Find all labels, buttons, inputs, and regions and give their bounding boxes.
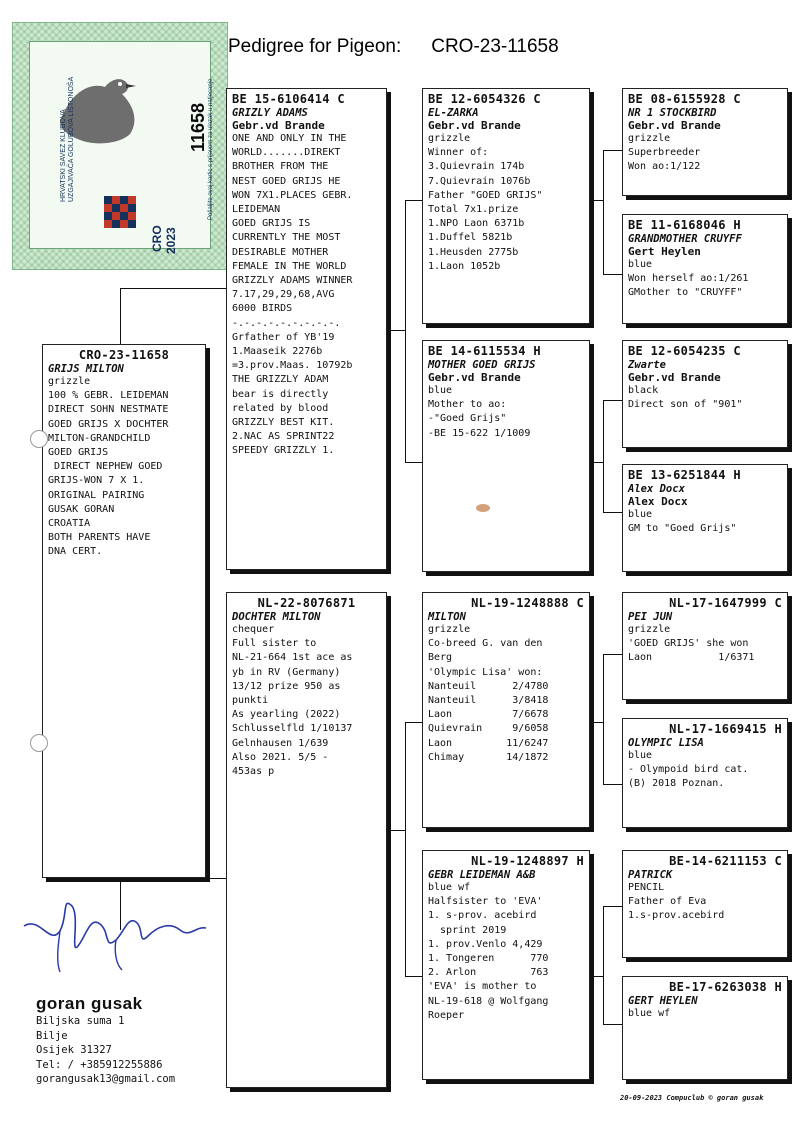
detail-line: chequer [232, 624, 275, 635]
detail-line: blue [628, 750, 653, 761]
detail-line: grizzle [428, 624, 471, 635]
fm-card [422, 340, 590, 572]
connector [120, 288, 228, 289]
detail-line: Quievrain 9/6058 [428, 723, 549, 735]
mm-name: GEBR LEIDEMAN A&B [428, 869, 536, 881]
mmm-ring: BE-17-6263038 H [669, 980, 782, 994]
owner-city: Bilje [36, 1029, 68, 1042]
ffm-name: GRANDMOTHER CRUYFF [628, 233, 742, 245]
stamp-country: CRO [150, 225, 164, 252]
connector [603, 512, 622, 513]
subject-ring: CRO-23-11658 [78, 348, 170, 362]
detail-line: FEMALE IN THE WORLD [232, 260, 347, 272]
detail-line: punkti [232, 695, 269, 707]
detail-line: THE GRIZZLY ADAM [232, 374, 329, 386]
punch-hole [30, 734, 48, 752]
detail-line: NL-21-664 1st ace as [232, 652, 353, 664]
detail-line: Halfsister to 'EVA' [428, 896, 543, 908]
punch-hole [30, 430, 48, 448]
detail-line: 1.Heusden 2775b [428, 246, 519, 258]
detail-line: 1.s-prov.acebird [628, 910, 725, 922]
mfm-name: OLYMPIC LISA [628, 737, 704, 749]
detail-line: 7.Quievrain 1076b [428, 175, 531, 187]
father-details [232, 132, 381, 459]
detail-line: WON 7X1.PLACES GEBR. [232, 189, 353, 201]
detail-line: blue [628, 259, 653, 270]
connector [120, 288, 121, 344]
detail-line: Mother to ao: [428, 399, 507, 411]
detail-line: 'GOED GRIJS' she won [628, 638, 749, 650]
connector [603, 906, 604, 1024]
detail-line: 453as p [232, 766, 275, 778]
connector [603, 654, 604, 784]
connector [603, 150, 604, 274]
mmf-card [622, 850, 788, 958]
mfm-card [622, 718, 788, 828]
detail-line: grizzle [628, 133, 671, 144]
detail-line: 1.Duffel 5821b [428, 232, 513, 244]
ffm-breeder: Gert Heylen [628, 245, 701, 258]
logo-icon [100, 192, 144, 232]
owner-address: Biljska suma 1 [36, 1015, 125, 1027]
ff-ring: BE 12-6054326 C [428, 92, 541, 106]
detail-line: 13/12 prize 950 as [232, 680, 341, 692]
connector [405, 722, 406, 976]
connector [405, 462, 423, 463]
fm-details [428, 384, 584, 441]
mf-card [422, 592, 590, 828]
owner-postal: Osijek 31327 [36, 1044, 112, 1056]
detail-line: Laon 11/6247 [428, 737, 549, 749]
mmm-card [622, 976, 788, 1080]
connector [603, 400, 604, 512]
fff-breeder: Gebr.vd Brande [628, 119, 721, 132]
detail-line: GMother to "CRUYFF" [628, 287, 743, 299]
fmf-breeder: Gebr.vd Brande [628, 371, 721, 384]
detail-line: yb in RV (Germany) [232, 666, 341, 678]
fm-breeder: Gebr.vd Brande [428, 371, 521, 384]
detail-line: Father "GOED GRIJS" [428, 189, 543, 201]
detail-line: ONE AND ONLY IN THE [232, 133, 347, 144]
fmm-breeder: Alex Docx [628, 495, 688, 508]
detail-line: black [628, 385, 659, 396]
detail-line: Berg [428, 652, 453, 664]
father-card [226, 88, 387, 570]
ff-details [428, 132, 584, 274]
detail-line: 3.Quievrain 174b [428, 161, 525, 173]
detail-line: Won ao:1/122 [628, 161, 701, 173]
detail-line: Direct son of "901" [628, 399, 743, 411]
detail-line: 100 % GEBR. LEIDEMAN [48, 390, 169, 402]
detail-line: Schlusselfld 1/10137 [232, 723, 353, 735]
mf-ring: NL-19-1248888 C [471, 596, 584, 610]
connector [603, 400, 622, 401]
detail-line: Laon 7/6678 [428, 709, 549, 721]
fmf-card [622, 340, 788, 448]
detail-line: Winner of: [428, 147, 489, 159]
connector [603, 150, 622, 151]
detail-line: grizzle [428, 133, 471, 144]
fff-ring: BE 08-6155928 C [628, 92, 741, 106]
connector [603, 1024, 622, 1025]
mmf-ring: BE-14-6211153 C [669, 854, 782, 868]
detail-line: sprint 2019 [428, 924, 507, 936]
detail-line: blue [428, 385, 453, 396]
connector [120, 878, 228, 879]
signature [20, 886, 210, 976]
connector [387, 330, 405, 331]
father-name: GRIZLY ADAMS [232, 107, 308, 119]
stamp-year: 2023 [164, 227, 178, 254]
detail-line: GRIZZLY BEST KIT. [232, 417, 335, 429]
detail-line: DIRECT NEPHEW GOED [48, 461, 163, 473]
registration-stamp [12, 22, 228, 270]
detail-line: LEIDEMAN [232, 204, 281, 216]
fmm-card [622, 464, 788, 572]
detail-line: (B) 2018 Poznan. [628, 778, 725, 790]
detail-line: - Olympoid bird cat. [628, 764, 749, 776]
connector [590, 462, 603, 463]
fff-name: NR 1 STOCKBIRD [628, 107, 717, 119]
connector [603, 654, 622, 655]
ffm-card [622, 214, 788, 324]
detail-line: GOED GRIJS IS [232, 218, 311, 230]
fmm-ring: BE 13-6251844 H [628, 468, 741, 482]
connector [405, 200, 423, 201]
detail-line: Superbreeder [628, 147, 701, 159]
detail-line: Gelnhausen 1/639 [232, 737, 329, 749]
detail-line: ORIGINAL PAIRING [48, 489, 145, 501]
footnote: 20-09-2023 Compuclub © goran gusak [620, 1094, 764, 1102]
detail-line: -.-.-.-.-.-.-.-.-. [232, 317, 341, 329]
paper-stain [476, 504, 490, 512]
detail-line: GRIZZLY ADAMS WINNER [232, 275, 353, 287]
ff-breeder: Gebr.vd Brande [428, 119, 521, 132]
detail-line: DNA CERT. [48, 546, 103, 558]
subject-details [48, 375, 200, 560]
fmm-name: Alex Docx [628, 483, 685, 495]
fff-card [622, 88, 788, 196]
detail-line: GOED GRIJS X DOCHTER [48, 418, 169, 430]
detail-line: BROTHER FROM THE [232, 161, 329, 173]
detail-line: 1. s-prov. acebird [428, 910, 537, 922]
detail-line: -"Goed Grijs" [428, 413, 507, 425]
detail-line: related by blood [232, 402, 329, 414]
detail-line: MILTON-GRANDCHILD [48, 432, 151, 444]
detail-line: Nanteuil 3/8418 [428, 695, 549, 707]
detail-line: DIRECT SOHN NESTMATE [48, 404, 169, 416]
ffm-ring: BE 11-6168046 H [628, 218, 741, 232]
detail-line: BOTH PARENTS HAVE [48, 532, 151, 544]
detail-line: 1.Laon 1052b [428, 260, 501, 272]
page-title [228, 36, 559, 58]
detail-line: Roeper [428, 1009, 465, 1021]
mm-details [428, 881, 584, 1023]
detail-line: 1. prov.Venlo 4,429 [428, 938, 543, 950]
connector [405, 200, 406, 462]
owner-phone: Tel: / +385912255886 [36, 1058, 163, 1071]
mf-name: MILTON [428, 611, 466, 623]
connector [603, 784, 622, 785]
detail-line: CROATIA [48, 518, 91, 530]
mff-name: PEI JUN [628, 611, 673, 623]
detail-line: GOED GRIJS [48, 447, 109, 459]
mother-name: DOCHTER MILTON [232, 611, 321, 623]
mf-details [428, 623, 584, 765]
detail-line: blue [628, 509, 653, 520]
connector [405, 976, 423, 977]
detail-line: Also 2021. 5/5 - [232, 751, 329, 763]
detail-line: Laon 1/6371 [628, 652, 755, 664]
detail-line: 2. Arlon 763 [428, 967, 549, 979]
detail-line: Total 7x1.prize [428, 204, 519, 216]
detail-line: NEST GOED GRIJS HE [232, 175, 341, 187]
fmf-ring: BE 12-6054235 C [628, 344, 741, 358]
detail-line: DESIRABLE MOTHER [232, 246, 329, 258]
connector [603, 274, 622, 275]
mff-card [622, 592, 788, 700]
mff-ring: NL-17-1647999 C [669, 596, 782, 610]
owner-block [36, 994, 175, 1087]
mm-ring: NL-19-1248897 H [471, 854, 584, 868]
title-label: Pedigree for Pigeon: [228, 36, 402, 57]
detail-line: 1.NPO Laon 6371b [428, 218, 525, 230]
detail-line: GRIJS-WON 7 X 1. [48, 475, 145, 487]
connector [405, 722, 423, 723]
detail-line: 'EVA' is mother to [428, 981, 537, 993]
father-ring: BE 15-6106414 C [232, 92, 345, 106]
detail-line: grizzle [48, 376, 91, 387]
connector [387, 830, 405, 831]
fm-ring: BE 14-6115534 H [428, 344, 541, 358]
detail-line: GUSAK GORAN [48, 503, 115, 515]
fmf-name: Zwarte [628, 359, 666, 371]
detail-line: NL-19-618 @ Wolfgang [428, 995, 549, 1007]
detail-line: GM to "Goed Grijs" [628, 523, 737, 535]
stamp-note: Pošaljite ovaj kartic s prijavom za ulazak u natjecanje [208, 78, 214, 220]
connector [590, 200, 603, 201]
owner-name: goran gusak [36, 994, 143, 1013]
detail-line: 'Olympic Lisa' won: [428, 666, 543, 678]
detail-line: 6000 BIRDS [232, 303, 293, 315]
connector [590, 976, 603, 977]
detail-line: Co-breed G. van den [428, 638, 543, 650]
mfm-ring: NL-17-1669415 H [669, 722, 782, 736]
detail-line: As yearling (2022) [232, 709, 341, 721]
mother-details [232, 623, 381, 779]
mmm-name: GERT HEYLEN [628, 995, 698, 1007]
detail-line: SPEEDY GRIZZLY 1. [232, 445, 335, 457]
subject-name: GRIJS MILTON [48, 363, 124, 375]
detail-line: Won herself ao:1/261 [628, 273, 749, 285]
detail-line: Grfather of YB'19 [232, 331, 335, 343]
mother-ring: NL-22-8076871 [257, 596, 356, 610]
detail-line: bear is directly [232, 388, 329, 400]
connector [590, 722, 603, 723]
detail-line: PENCIL [628, 882, 665, 893]
detail-line: 2.NAC AS SPRINT22 [232, 431, 335, 443]
detail-line: Nanteuil 2/4780 [428, 680, 549, 692]
title-ring: CRO-23-11658 [431, 36, 559, 57]
ff-name: EL-ZARKA [428, 107, 479, 119]
stamp-inner [29, 41, 214, 254]
stamp-serial: 11658 [188, 102, 208, 152]
detail-line: grizzle [628, 624, 671, 635]
detail-line: CURRENTLY THE MOST [232, 232, 341, 244]
connector [603, 906, 622, 907]
stamp-federation: HRVATSKI SAVEZ KLUBOVA UZGAJIVAČA GOLUBOVA LISTONOŠA [60, 76, 75, 202]
detail-line: blue wf [628, 1008, 671, 1019]
mm-card [422, 850, 590, 1080]
detail-line: WORLD.......DIREKT [232, 147, 341, 159]
ff-card [422, 88, 590, 324]
mmf-name: PATRICK [628, 869, 673, 881]
subject-card [42, 344, 206, 878]
detail-line: 1.Maaseik 2276b [232, 346, 323, 358]
detail-line: 7.17,29,29,68,AVG [232, 289, 335, 301]
detail-line: Chimay 14/1872 [428, 751, 549, 763]
detail-line: Father of Eva [628, 896, 707, 908]
owner-email: gorangusak13@gmail.com [36, 1073, 176, 1085]
detail-line: blue wf [428, 882, 471, 893]
father-breeder: Gebr.vd Brande [232, 119, 325, 132]
detail-line: 1. Tongeren 770 [428, 953, 549, 965]
detail-line: =3.prov.Maas. 10792b [232, 360, 353, 372]
mother-card [226, 592, 387, 1088]
fm-name: MOTHER GOED GRIJS [428, 359, 536, 371]
detail-line: -BE 15-622 1/1009 [428, 427, 531, 439]
detail-line: Full sister to [232, 638, 317, 650]
